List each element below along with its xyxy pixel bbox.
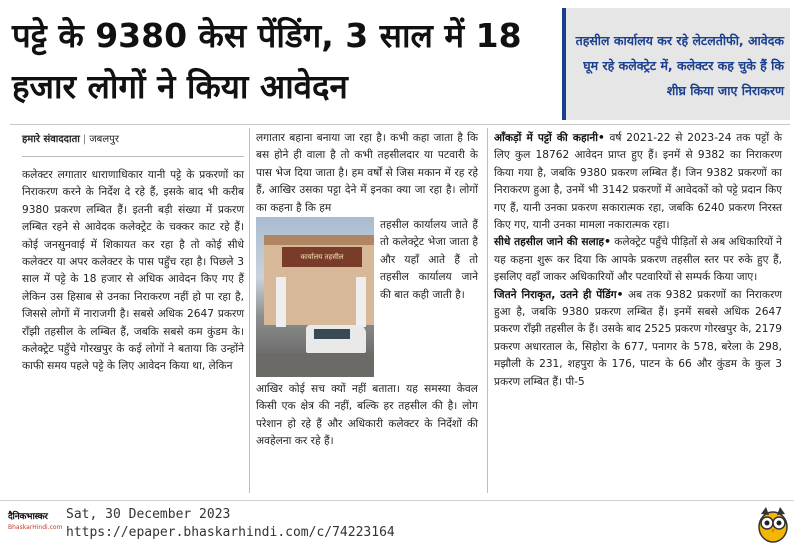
section-stats-heading: आँकड़ों में पट्टों की कहानी• — [494, 132, 605, 144]
footer-url-link[interactable]: https://epaper.bhaskarhindi.com/c/74223164 — [66, 525, 395, 540]
column-2-top-paragraph: लगातार बहाना बनाया जा रहा है। कभी कहा जाता है कि बस होने ही वाला है तो कभी तहसीलदार या पटवारी के पास भेज दिया जाता है। हम वर्षों से जिस मकान में रह रहे हैं, आखिर उसका पट्टा देने में इनका क्या जा रहा है। लोगों का कहना है कि हम — [256, 132, 478, 214]
column-1 — [22, 130, 244, 376]
byline-reporter: हमारे संवाददाता — [22, 134, 80, 145]
deck-text: तहसील कार्यालय कर रहे लेटलतीफी, आवेदक घूम रहे कलेक्ट्रेट में, कलेक्टर कह चुके हैं कि शीघ्र किया जाए निराकरण — [575, 32, 784, 98]
section-stats — [494, 130, 782, 234]
tehsil-office-photo — [256, 217, 374, 377]
section-pending — [494, 287, 782, 391]
section-advice-body: कलेक्ट्रेट पहुँचे पीड़ितों से अब अधिकारियों ने यह कहना शुरू कर दिया कि आपके प्रकरण तहसील स्तर पर रुके हुए हैं, इसलिए वहाँ जाकर अधिकारियों और पटवारियों से सम्पर्क किया जाए। — [494, 236, 782, 284]
byline-separator: | — [82, 134, 87, 145]
section-pending-heading: जितने निराकृत, उतने ही पेंडिंग• — [494, 288, 624, 301]
byline-rule — [22, 156, 244, 157]
owl-mascot-icon — [756, 505, 790, 543]
headline: पट्टे के 9380 केस पेंडिंग, 3 साल में 18 हजार लोगों ने किया आवेदन — [12, 16, 522, 106]
epaper-footer — [0, 500, 794, 544]
section-advice-heading: सीधे तहसील जाने की सलाह• — [494, 236, 611, 249]
column-divider-2 — [487, 128, 488, 493]
column-2-beside-photo-text: तहसील कार्यालय जाते हैं तो कलेक्ट्रेट भेजा जाता है और यहाँ आते हैं तो तहसील कार्यालय जाने की बात कही जाती है। — [380, 219, 478, 301]
column-2 — [256, 130, 478, 451]
photo-signboard: कार्यालय तहसील — [282, 247, 362, 267]
photo-block — [256, 217, 478, 381]
photo-ground — [256, 353, 374, 377]
brand-logo[interactable] — [8, 511, 62, 541]
photo-car-window — [314, 329, 350, 339]
photo-pillar — [276, 277, 286, 327]
byline — [22, 130, 244, 150]
section-advice — [494, 234, 782, 286]
column-divider-1 — [249, 128, 250, 493]
section-pending-body: अब तक 9382 प्रकरणों का निराकरण हुआ है, जबकि 9380 प्रकरण लम्बित हैं। इनमें सबसे अधिक 2647 प्रकरण राँझी तहसील के हैं। उसके बाद 2525 प्रकरण गोरखपुर के, 2179 प्रकरण अधारताल के, सिहोरा के 677, पनागर के 578, बरेला के 298, मझौली के 231, शहपुरा के 176, पाटन के 66 और कुंडम के कुल 3 प्रकरण लम्बित हैं। पी-5 — [494, 288, 782, 388]
column-1-paragraph: कलेक्टर लगातार धाराणाधिकार यानी पट्टे के प्रकरणों का निराकरण करने के निर्देश दे रहे हैं, इसके बाद भी करीब 9380 प्रकरण लम्बित हैं। इतनी बड़ी संख्या में प्रकरण लम्बित रहने से आवेदक कलेक्ट्रेट के चक्कर काट रहे हैं। कोई जनसुनवाई में शिकायत कर रहा है तो कोई सीधे कलेक्टर या अपर कलेक्टर के पास पहुँच रहा है। पिछले 3 साल में पट्टे के 18 हजार से अधिक आवेदन किए गए हैं लेकिन उस हिसाब से उनका निराकरण नहीं हो पा रहा है, जिससे लोगों में नाराजगी है। सबसे अधिक 2647 प्रकरण राँझी तहसील के लम्बित हैं, जबकि सबसे कम कुंडम के। कलेक्ट्रेट पहुँचे गोरखपुर के कई लोगों ने बताया कि उन्होंने काफी समय पहले पट्टे के लिए आवेदन किया था, लेकिन — [22, 169, 244, 373]
deck-summary-box — [562, 8, 790, 120]
footer-date: Sat, 30 December 2023 — [66, 507, 231, 522]
byline-city: जबलपुर — [89, 134, 119, 145]
brand-name: दैनिकभास्कर — [8, 512, 48, 522]
headline-divider — [10, 124, 790, 125]
column-2-bottom-paragraph: आखिर कोई सच क्यों नहीं बताता। यह समस्या केवल किसी एक क्षेत्र की नहीं, बल्कि हर तहसील की है। लोग परेशान हो रहे हैं और अधिकारी कलेक्टर के निर्देशों की अवहेलना कर रहे हैं। — [256, 383, 478, 448]
brand-site: BhaskarHindi.com — [8, 524, 63, 531]
column-3 — [494, 130, 782, 391]
section-stats-body: वर्ष 2021-22 से 2023-24 तक पट्टों के लिए कुल 18762 आवेदन प्राप्त हुए हैं। इनमें से 9382 का निराकरण किया गया है, जबकि 9380 प्रकरण लम्बित हैं। जिन 9382 प्रकरणों का निराकरण हुआ है, उनमें भी 3142 प्रकरणों में आवेदकों को पट्टे प्रदान किए गए हैं, यानी उनका प्रकरण सकारात्मक रहा, जबकि 6240 प्रकरण निरस्त किए गए, यानी उनका मामला नकारात्मक रहा। — [494, 132, 782, 232]
photo-pillar — [356, 277, 366, 327]
